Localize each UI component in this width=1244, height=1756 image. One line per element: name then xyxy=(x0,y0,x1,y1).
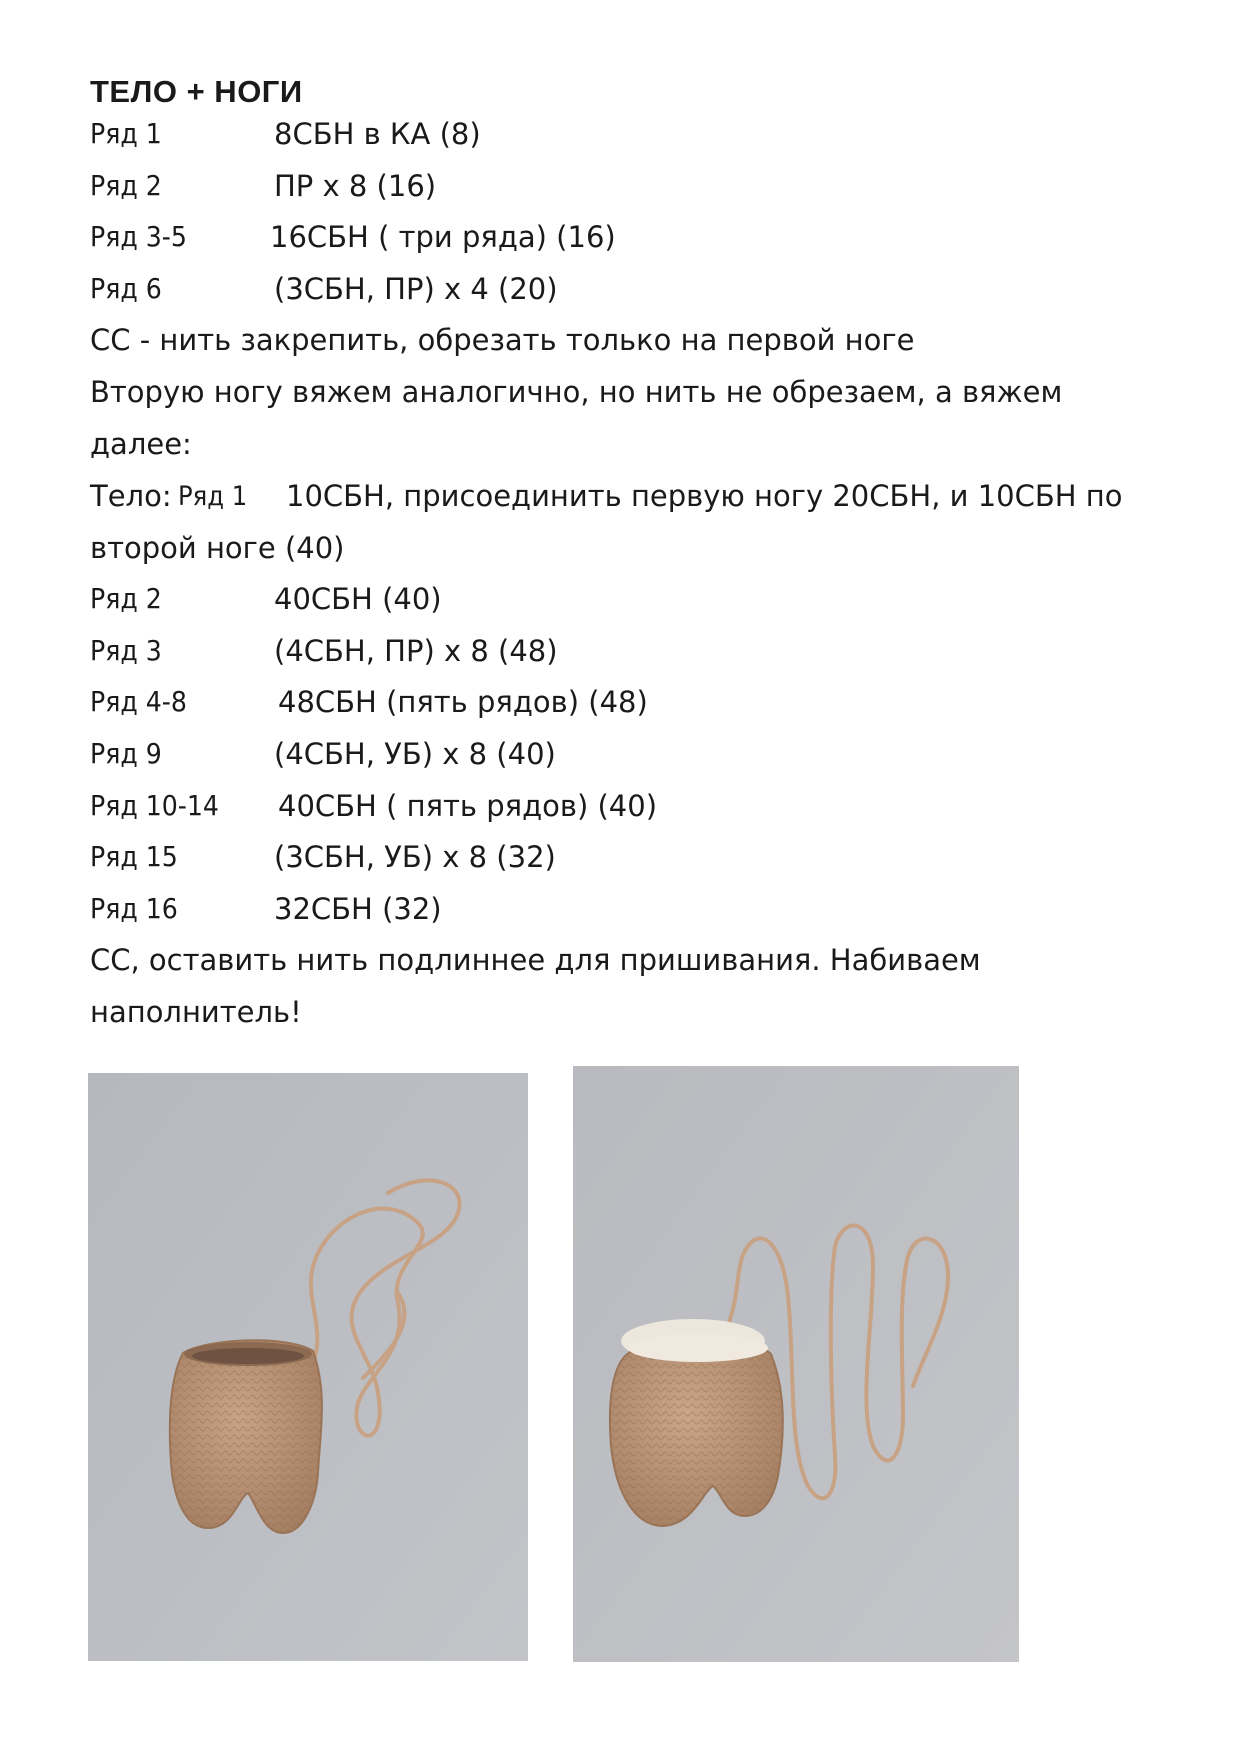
row-instruction: 8СБН в КА (8) xyxy=(274,117,481,151)
closing-note: СС, оставить нить подлиннее для пришивания. Набиваем xyxy=(90,943,981,977)
page-title: ТЕЛО + НОГИ xyxy=(90,74,303,109)
row-label: Ряд 4-8 xyxy=(90,685,187,718)
row-instruction: (4СБН, УБ) х 8 (40) xyxy=(274,737,556,771)
note-second-leg-continued: далее: xyxy=(90,427,192,461)
row-label: Ряд 9 xyxy=(90,737,162,770)
row-label: Ряд 15 xyxy=(90,840,178,873)
closing-note-continued: наполнитель! xyxy=(90,995,302,1029)
row-instruction: 40СБН ( пять рядов) (40) xyxy=(278,789,658,823)
row-instruction: 32СБН (32) xyxy=(274,892,442,926)
photo-body-open xyxy=(88,1073,528,1661)
row-instruction: 40СБН (40) xyxy=(274,582,442,616)
row-label: Ряд 2 xyxy=(90,582,162,615)
photo-body-stuffed xyxy=(573,1066,1019,1662)
body-prefix: Тело: xyxy=(90,479,172,513)
note-second-leg: Вторую ногу вяжем аналогично, но нить не обрезаем, а вяжем xyxy=(90,375,1063,409)
photo-body-open-image xyxy=(88,1073,528,1661)
row-label: Ряд 10-14 xyxy=(90,789,219,822)
row-label: Ряд 1 xyxy=(90,117,162,150)
body-row-1-continued: второй ноге (40) xyxy=(90,531,345,565)
row-label: Ряд 6 xyxy=(90,272,162,305)
row-label: Ряд 16 xyxy=(90,892,178,925)
note-cut-thread: СС - нить закрепить, обрезать только на первой ноге xyxy=(90,323,915,357)
row-instruction: ПР х 8 (16) xyxy=(274,169,437,203)
row-instruction: (3СБН, ПР) х 4 (20) xyxy=(274,272,558,306)
row-label: Ряд 3-5 xyxy=(90,220,187,253)
row-label: Ряд 2 xyxy=(90,169,162,202)
photo-body-stuffed-image xyxy=(573,1066,1019,1662)
row-instruction: 10СБН, присоединить первую ногу 20СБН, и 10СБН по xyxy=(286,479,1123,513)
row-label: Ряд 1 xyxy=(178,481,248,512)
row-instruction: 48СБН (пять рядов) (48) xyxy=(278,685,648,719)
row-label: Ряд 3 xyxy=(90,634,162,667)
row-instruction: (4СБН, ПР) х 8 (48) xyxy=(274,634,558,668)
row-instruction: (3СБН, УБ) х 8 (32) xyxy=(274,840,556,874)
row-instruction: 16СБН ( три ряда) (16) xyxy=(270,220,616,254)
